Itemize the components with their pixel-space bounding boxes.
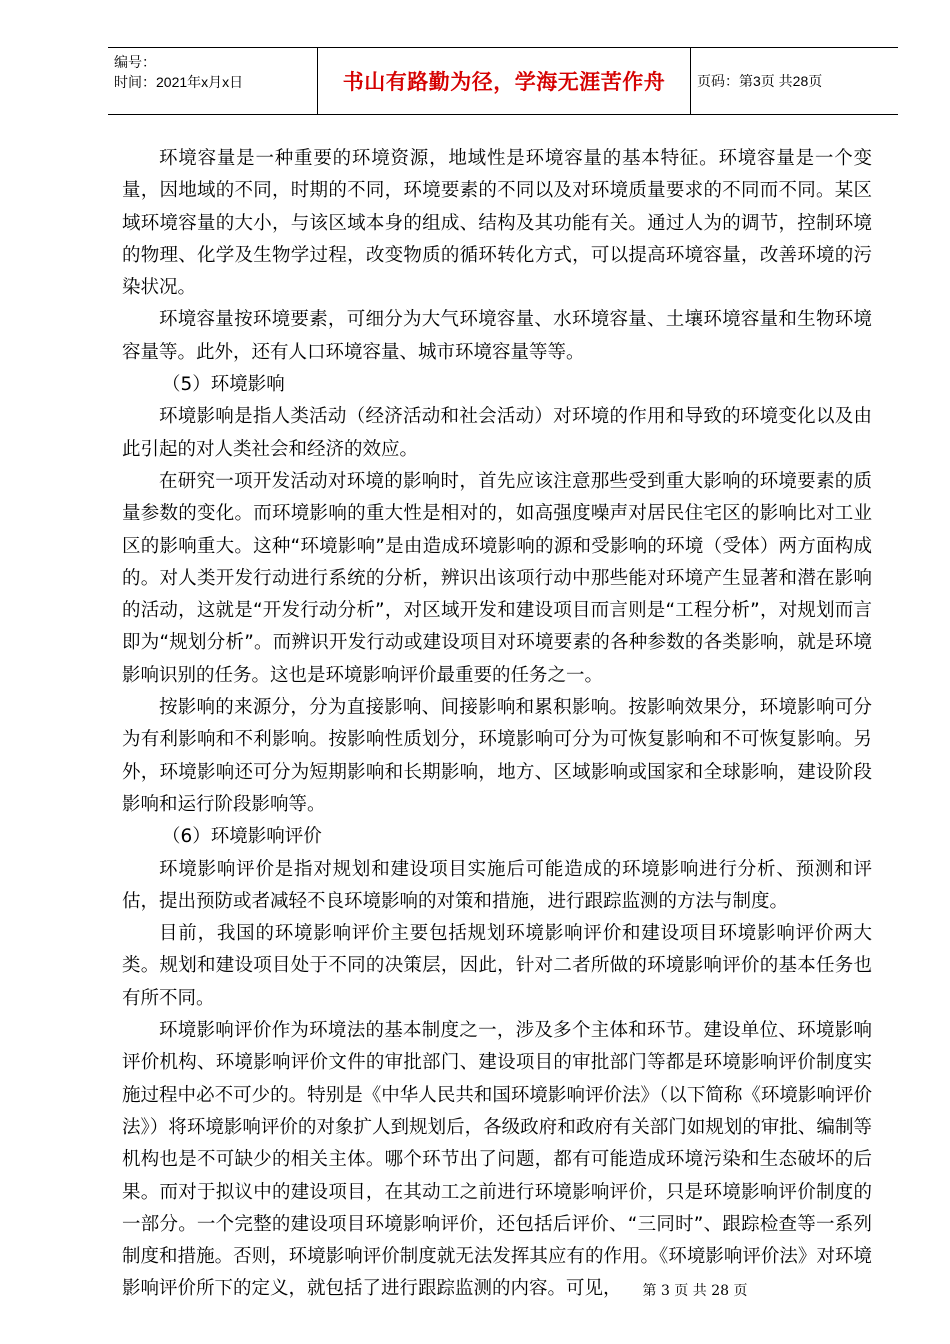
footer-page-number: 第 3 页 共 28 页 bbox=[642, 1283, 748, 1299]
paragraph: 环境影响评价作为环境法的基本制度之一，涉及多个主体和环节。建设单位、环境影响评价机构、环境影响评价文件的审批部门、建设项目的审批部门等都是环境影响评价制度实施过程中必不可少的。特别是《中华人民共和国环境影响评价法》（以下简称《环境影响评价法》）将环境影响评价的对象扩人到规划后，各级政府和政府有关部门如规划的审批、编制等机构也是不可缺少的相关主体。哪个环节出了问题，都有可能造成环境污染和生态破坏的后果。而对于拟议中的建设项目，在其动工之前进行环境影响评价，只是环境影响评价制度的一部分。一个完整的建设项目环境影响评价，还包括后评价、“三同时”、跟踪检查等一系列制度和措施。否则，环境影响评价制度就无法发挥其应有的作用。《环境影响评价法》对环境影响评价所下的定义，就包括了进行跟踪监测的内容。可见， bbox=[122, 1020, 872, 1300]
header-motto: 书山有路勤为径，学海无涯苦作舟 bbox=[342, 70, 666, 94]
paragraph: 按影响的来源分，分为直接影响、间接影响和累积影响。按影响效果分，环境影响可分为有利影响和不利影响。按影响性质划分，环境影响可分为可恢复影响和不可恢复影响。另外，环境影响还可分为短期影响和长期影响，地方、区域影响或国家和全球影响，建设阶段影响和运行阶段影响等。 bbox=[122, 697, 872, 815]
paragraph: 环境影响是指人类活动（经济活动和社会活动）对环境的作用和导致的环境变化以及由此引起的对人类社会和经济的效应。 bbox=[122, 406, 872, 460]
section-heading: （6）环境影响评价 bbox=[162, 826, 322, 848]
paragraph: 环境影响评价是指对规划和建设项目实施后可能造成的环境影响进行分析、预测和评估，提出预防或者减轻不良环境影响的对策和措施，进行跟踪监测的方法与制度。 bbox=[122, 858, 872, 912]
serial-number-label: 编号： bbox=[114, 54, 156, 70]
paragraph: 环境容量是一种重要的环境资源，地域性是环境容量的基本特征。环境容量是一个变量，因地域的不同，时期的不同，环境要素的不同以及对环境质量要求的不同而不同。某区域环境容量的大小，与该区域本身的组成、结构及其功能有关。通过人为的调节，控制环境的物理、化学及生物学过程，改变物质的循环转化方式，可以提高环境容量，改善环境的污染状况。 bbox=[122, 148, 872, 299]
paragraph: 目前，我国的环境影响评价主要包括规划环境影响评价和建设项目环境影响评价两大类。规划和建设项目处于不同的决策层，因此，针对二者所做的环境影响评价的基本任务也有所不同。 bbox=[122, 923, 872, 1009]
date-label: 时间：2021年x月x日 bbox=[114, 74, 244, 90]
header-motto-cell bbox=[318, 48, 691, 114]
document-body bbox=[122, 143, 872, 1306]
paragraph: 在研究一项开发活动对环境的影响时，首先应该注意那些受到重大影响的环境要素的质量参数的变化。而环境影响的重大性是相对的，如高强度噪声对居民住宅区的影响比对工业区的影响重大。这种“环境影响”是由造成环境影响的源和受影响的环境（受体）两方面构成的。对人类开发行动进行系统的分析，辨识出该项行动中那些能对环境产生显著和潜在影响的活动，这就是“开发行动分析”，对区域开发和建设项目而言则是“工程分析”，对规划而言即为“规划分析”。而辨识开发行动或建设项目对环境要素的各种参数的各类影响，就是环境影响识别的任务。这也是环境影响评价最重要的任务之一。 bbox=[122, 470, 872, 686]
page-header bbox=[108, 47, 898, 115]
section-heading: （5）环境影响 bbox=[162, 374, 285, 396]
paragraph: 环境容量按环境要素，可细分为大气环境容量、水环境容量、土壤环境容量和生物环境容量等。此外，还有人口环境容量、城市环境容量等等。 bbox=[122, 309, 872, 363]
header-page-info: 页码：第3页 共28页 bbox=[697, 73, 823, 89]
page-footer bbox=[0, 1280, 950, 1300]
header-meta bbox=[108, 48, 318, 114]
